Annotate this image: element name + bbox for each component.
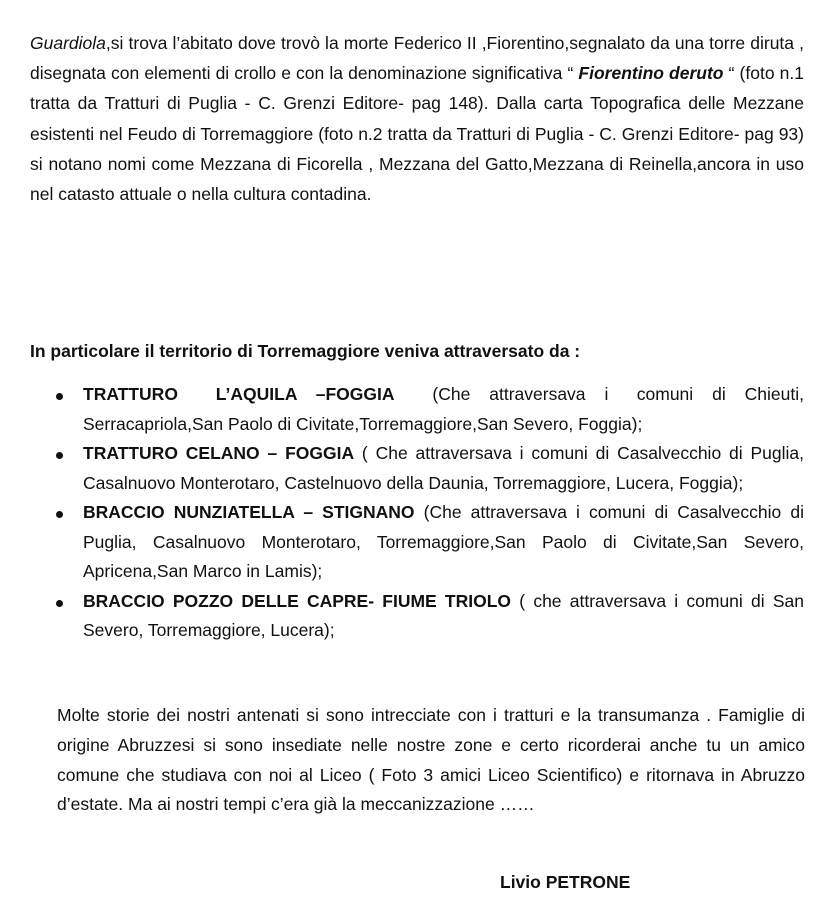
- bullet-icon: [56, 393, 63, 400]
- route-item: [30, 380, 809, 439]
- author-signature: Livio PETRONE: [500, 872, 631, 892]
- route-name: TRATTURO L’AQUILA –FOGGIA: [83, 384, 395, 404]
- route-detail: ( che attraversava i comuni di San Severo, Torremaggiore, Lucera);: [83, 590, 804, 640]
- intro-text-a: ,si trova l’abitato dove trovò la morte Federico II ,Fiorentino,segnalato da una torre diruta , disegnata con elementi di crollo e con la denominazione significativa “: [30, 33, 804, 84]
- route-item: [30, 498, 804, 587]
- bullet-icon: [56, 511, 63, 518]
- place-name-guardiola: Guardiola: [30, 33, 106, 53]
- route-detail: ( Che attraversava i comuni di Casalvecchio di Puglia, Casalnuovo Monterotaro, Castelnuovo della Daunia, Torremaggiore, Lucera, Foggia);: [83, 443, 804, 493]
- route-detail: (Che attraversava i comuni di Chieuti, Serracapriola,San Paolo di Civitate,Torremaggiore,San Severo, Foggia);: [83, 384, 809, 434]
- route-name: BRACCIO POZZO DELLE CAPRE- FIUME TRIOLO: [83, 590, 512, 611]
- route-item: [30, 587, 804, 646]
- route-detail: (Che attraversava i comuni di Casalvecchio di Puglia, Casalnuovo Monterotaro, Torremaggiore,San Paolo di Civitate,San Severo, Apricena,San Marco in Lamis);: [83, 502, 804, 581]
- route-name: BRACCIO NUNZIATELLA – STIGNANO: [83, 502, 415, 522]
- intro-text-b: “ (foto n.1 tratta da Tratturi di Puglia - C. Grenzi Editore- pag 148). Dalla carta Topografica delle Mezzane esistenti nel Feudo di Torremaggiore (foto n.2 tratta da Tratturi di Puglia - C. Grenzi Editore- pag 93) si notano nomi come Mezzana di Ficorella , Mezzana del Gatto,Mezzana di Reinella,ancora in uso nel catasto attuale o nella cultura contadina.: [30, 63, 804, 205]
- routes-heading: In particolare il territorio di Torremaggiore veniva attraversato da :: [30, 341, 581, 361]
- bullet-icon: [56, 452, 63, 459]
- closing-paragraph: Molte storie dei nostri antenati si sono intrecciate con i tratturi e la transumanza . Famiglie di origine Abruzzesi si sono insediate nelle nostre zone e certo ricorderai anche tu un amico comune che studiava con noi al Liceo ( Foto 3 amici Liceo Scientifico) e ritornava in Abruzzo d’estate. Ma ai nostri tempi c’era già la meccanizzazione ……: [57, 705, 805, 815]
- route-name: TRATTURO CELANO – FOGGIA: [83, 443, 355, 463]
- fiorentino-deruto-name: Fiorentino deruto: [578, 63, 724, 84]
- intro-paragraph: [30, 28, 804, 209]
- bullet-icon: [56, 600, 63, 607]
- route-item: [30, 439, 804, 498]
- routes-list: [30, 380, 809, 646]
